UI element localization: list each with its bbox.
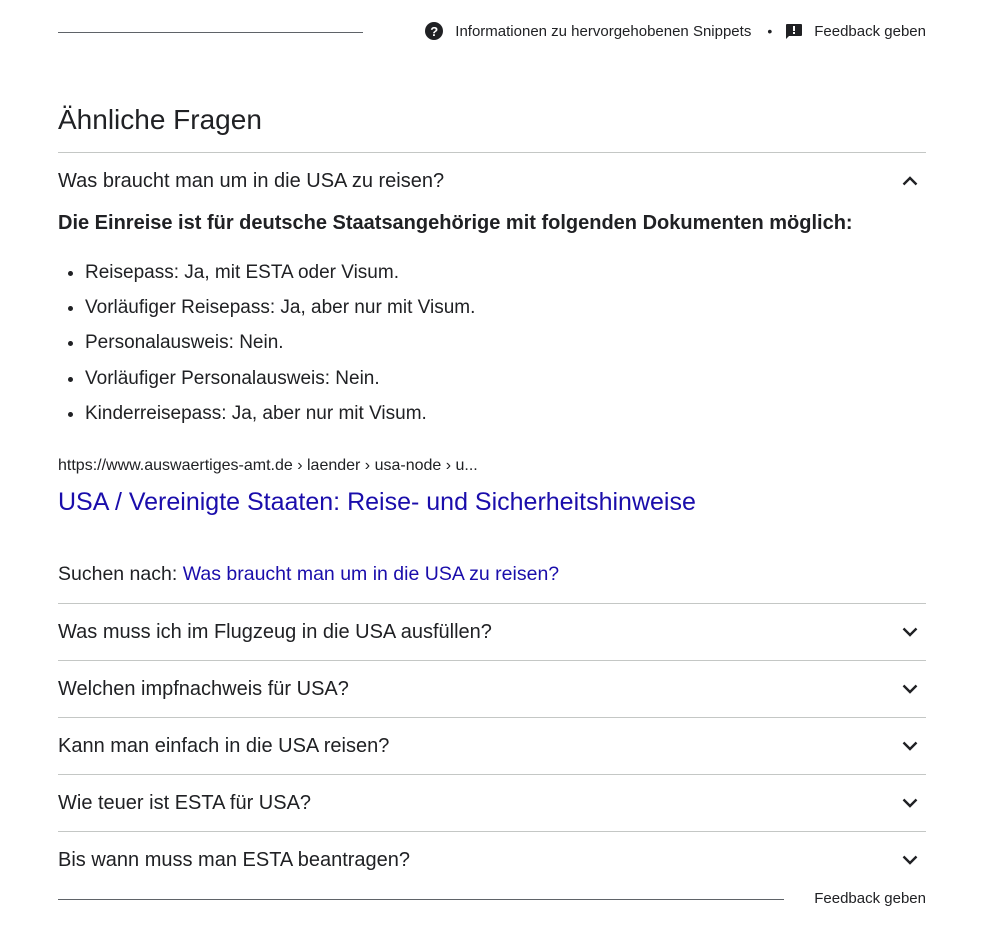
bottom-bar [58, 888, 926, 912]
divider [58, 717, 926, 718]
question-row[interactable] [58, 726, 926, 766]
top-links [425, 22, 926, 40]
source-url: https://www.auswaertiges-amt.de › laender › usa-node › u... [58, 457, 478, 474]
question-row-expanded[interactable] [58, 161, 926, 201]
question-text: Was braucht man um in die USA zu reisen? [58, 169, 445, 192]
answer-list [58, 255, 475, 431]
question-row[interactable] [58, 669, 926, 709]
snippet-info-link[interactable] [425, 22, 751, 40]
question-text: Kann man einfach in die USA reisen? [58, 734, 390, 757]
question-text: Wie teuer ist ESTA für USA? [58, 791, 312, 814]
feedback-flag-icon [786, 24, 802, 39]
question-text: Welchen impfnachweis für USA? [58, 677, 349, 700]
chevron-down-icon[interactable] [900, 850, 920, 870]
divider [58, 831, 926, 832]
chevron-up-icon[interactable] [900, 171, 920, 191]
separator-dot: • [767, 23, 773, 39]
result-title-link[interactable]: USA / Vereinigte Staaten: Reise- und Sicherheitshinweise [58, 488, 696, 516]
feedback-label-top: Feedback geben [814, 22, 926, 40]
answer-item: • Kinderreisepass: Ja, aber nur mit Visum. [85, 396, 475, 431]
section-title: Ähnliche Fragen [58, 104, 262, 135]
snippet-info-label: Informationen zu hervorgehobenen Snippets [455, 22, 752, 40]
answer-item: • Vorläufiger Personalausweis: Nein. [85, 361, 475, 396]
feedback-link-bottom[interactable]: Feedback geben [814, 890, 926, 907]
divider [58, 660, 926, 661]
answer-item: • Personalausweis: Nein. [85, 325, 475, 360]
chevron-down-icon[interactable] [900, 736, 920, 756]
divider [58, 152, 926, 153]
top-bar [58, 20, 926, 44]
chevron-down-icon[interactable] [900, 679, 920, 699]
divider [58, 774, 926, 775]
chevron-down-icon[interactable] [900, 622, 920, 642]
question-circle-icon: ? [425, 22, 443, 40]
question-text: Was muss ich im Flugzeug in die USA ausfüllen? [58, 620, 492, 643]
search-for-prefix: Suchen nach: [58, 563, 183, 585]
divider [58, 603, 926, 604]
answer-item: • Reisepass: Ja, mit ESTA oder Visum. [85, 255, 475, 290]
question-row[interactable] [58, 840, 926, 880]
question-row[interactable] [58, 783, 926, 823]
feedback-link-top[interactable] [786, 23, 926, 40]
chevron-down-icon[interactable] [900, 793, 920, 813]
question-row[interactable] [58, 612, 926, 652]
search-for-line [58, 563, 559, 586]
answer-item: • Vorläufiger Reisepass: Ja, aber nur mit Visum. [85, 290, 475, 325]
bottom-divider [58, 899, 784, 900]
search-for-query-link[interactable]: Was braucht man um in die USA zu reisen? [182, 563, 560, 585]
answer-heading: Die Einreise ist für deutsche Staatsangehörige mit folgenden Dokumenten möglich: [58, 212, 853, 234]
top-divider [58, 32, 363, 33]
question-text: Bis wann muss man ESTA beantragen? [58, 848, 411, 871]
